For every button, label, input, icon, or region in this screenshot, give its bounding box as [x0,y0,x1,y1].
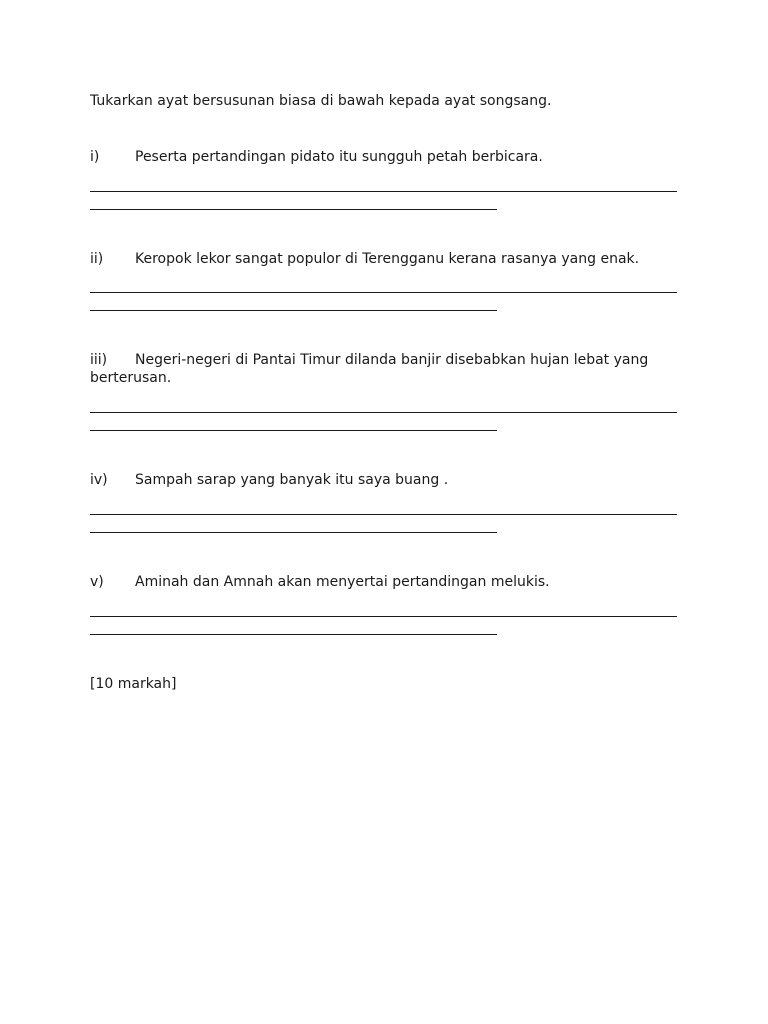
question-text: Negeri-negeri di Pantai Timur dilanda banjir disebabkan hujan lebat yang berterusan. [90,352,649,386]
answer-line[interactable] [90,616,677,617]
total-marks: [10 markah] [90,676,177,692]
instruction-text: Tukarkan ayat bersusunan biasa di bawah kepada ayat songsang. [90,93,552,109]
question-text: Keropok lekor sangat populor di Terengganu kerana rasanya yang enak. [135,251,640,267]
answer-line[interactable] [90,292,677,293]
question-number: iv) [90,472,108,488]
question-text: Sampah sarap yang banyak itu saya buang . [135,472,449,488]
question-number: v) [90,574,104,590]
answer-line[interactable] [90,412,677,413]
question-text: Aminah dan Amnah akan menyertai pertandingan melukis. [135,574,550,590]
question-text: Peserta pertandingan pidato itu sungguh petah berbicara. [135,149,543,165]
answer-line[interactable] [90,209,497,210]
answer-line[interactable] [90,634,497,635]
question-item-4 [90,471,680,489]
answer-line[interactable] [90,430,497,431]
answer-line[interactable] [90,514,677,515]
question-number: i) [90,149,100,165]
answer-line[interactable] [90,310,497,311]
question-item-5 [90,573,680,591]
answer-line[interactable] [90,191,677,192]
question-item-3 [90,351,680,387]
question-item-1 [90,148,680,166]
question-item-2 [90,250,680,268]
question-number: ii) [90,251,104,267]
answer-line[interactable] [90,532,497,533]
question-number: iii) [90,352,108,368]
